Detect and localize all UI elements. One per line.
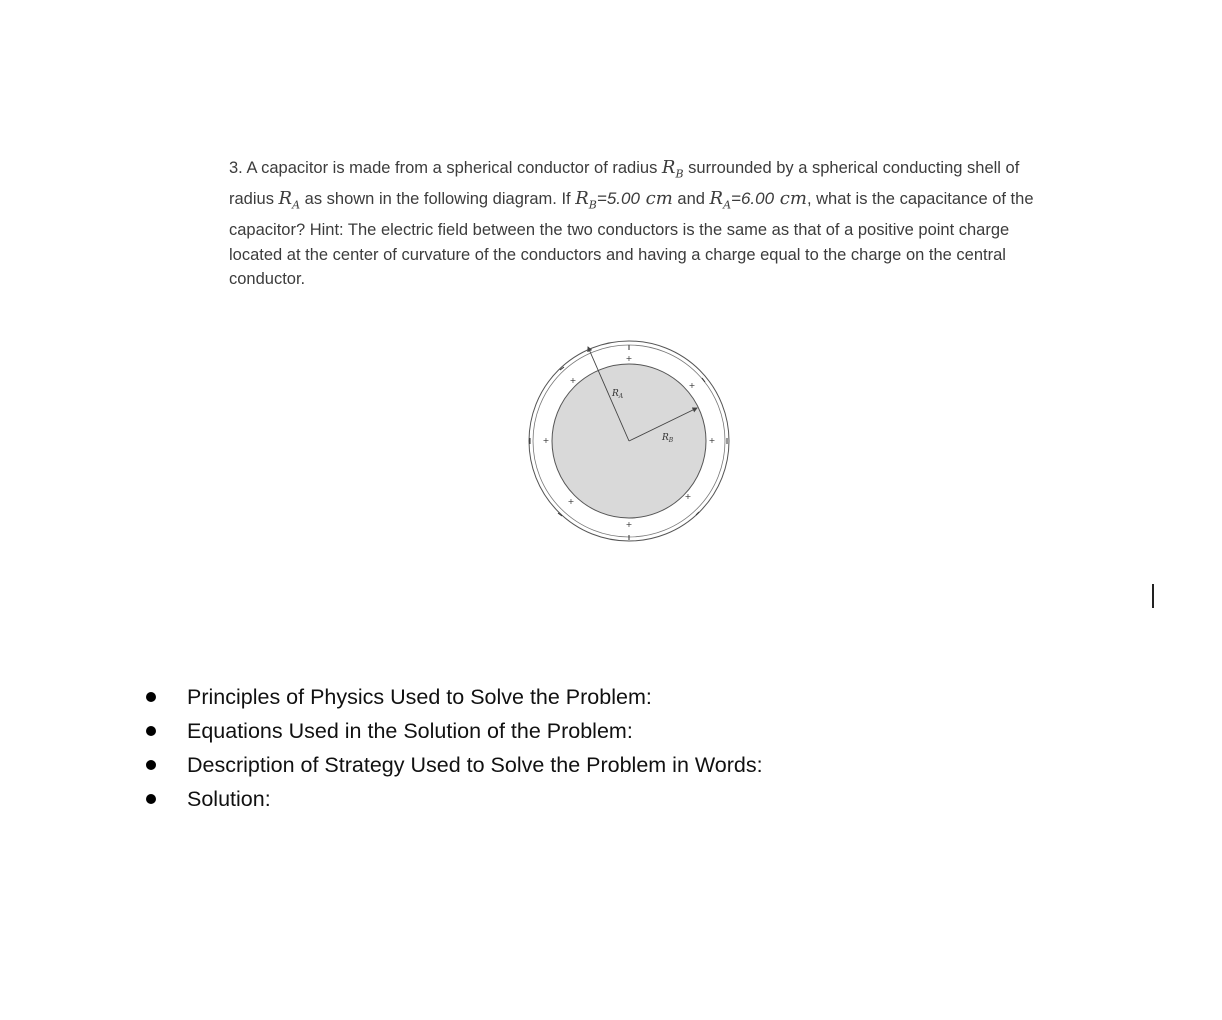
plus-charge: +	[625, 520, 633, 529]
plus-charge: +	[688, 381, 696, 390]
plus-charge: +	[542, 436, 550, 445]
plus-charge: +	[567, 497, 575, 506]
bullet-icon	[146, 760, 156, 770]
rb-equation: $R_B=5.00$ cm	[575, 188, 673, 212]
problem-text-1: A capacitor is made from a spherical conductor of radius	[246, 159, 658, 177]
bullet-icon	[146, 726, 156, 736]
list-item: Principles of Physics Used to Solve the Problem:	[146, 680, 763, 714]
problem-statement	[229, 156, 1039, 292]
list-item: Description of Strategy Used to Solve the Problem in Words:	[146, 748, 763, 782]
rb-symbol: $R_B$	[661, 157, 684, 181]
label-rb: $R_B$	[662, 433, 674, 444]
text-cursor	[1152, 584, 1154, 608]
problem-text-4: and	[677, 190, 705, 209]
bullet-icon	[146, 794, 156, 804]
problem-text-2: surrounded by a spherical conducting shell of radius	[229, 159, 1020, 209]
plus-charge: +	[569, 376, 577, 385]
plus-charge: +	[625, 354, 633, 363]
plus-charge: +	[684, 492, 692, 501]
problem-text-3: as shown in the following diagram. If	[304, 190, 571, 209]
ra-equation: $R_A=6.00$ cm	[709, 188, 807, 212]
capacitor-diagram	[524, 336, 734, 546]
label-ra: $R_A$	[612, 389, 624, 400]
bullet-icon	[146, 692, 156, 702]
plus-charge: +	[708, 436, 716, 445]
problem-number: 3.	[229, 159, 243, 177]
list-item: Solution:	[146, 782, 763, 816]
problem-text-5: , what is the capacitance of the capacitor? Hint: The electric field between the two conductors is the same as that of a positive point charge located at the center of curvature of the conductors and having a charge equal to the charge on the central conductor.	[229, 190, 1034, 289]
list-item: Equations Used in the Solution of the Problem:	[146, 714, 763, 748]
answer-sections-list	[146, 680, 763, 816]
ra-symbol: $R_A$	[278, 188, 301, 212]
